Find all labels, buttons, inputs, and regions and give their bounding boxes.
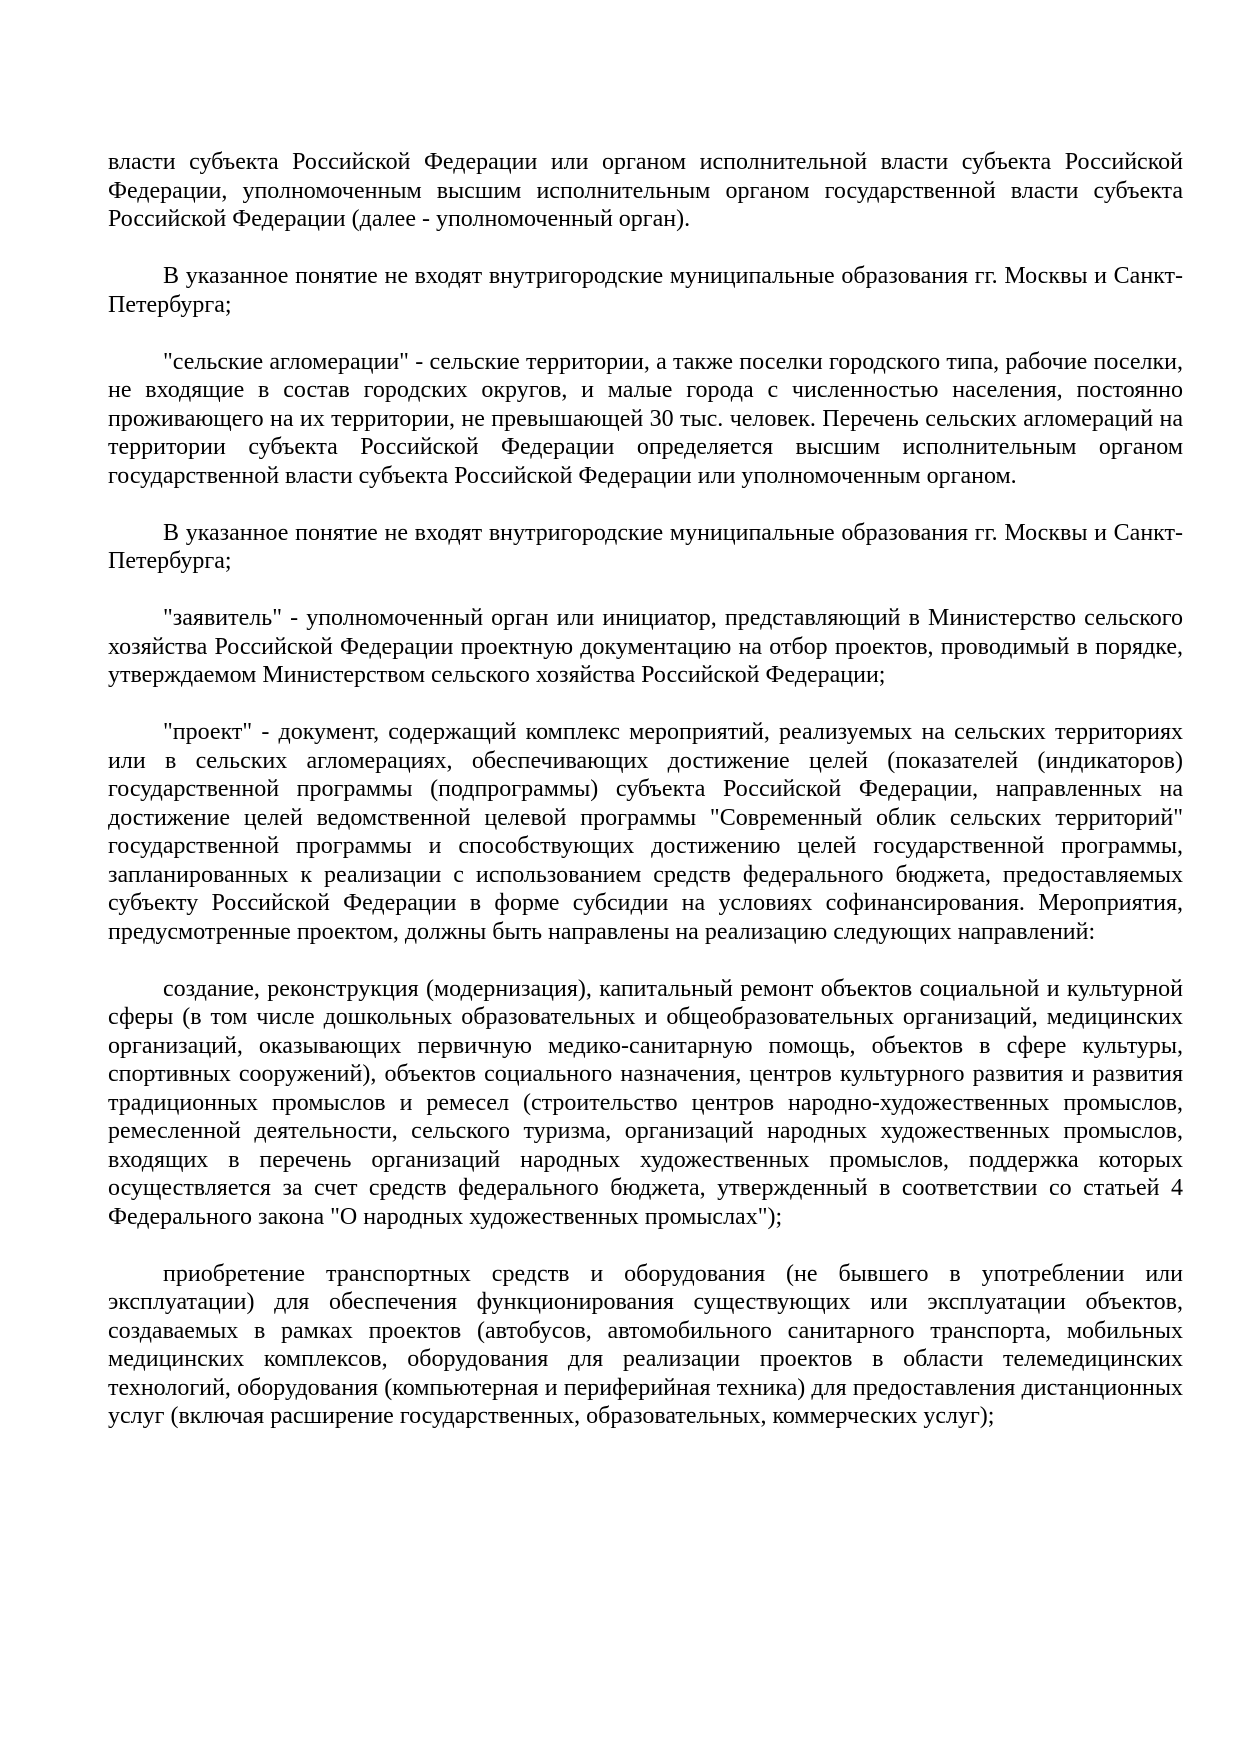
paragraph-direction-construction-social-objects: создание, реконструкция (модернизация), капитальный ремонт объектов социальной и культурной сферы (в том числе дошкольных образовательных и общеобразовательных организаций, медицинских организаций, оказывающих первичную медико-санитарную помощь, объектов в сфере культуры, спортивных сооружений), объектов социального назначения, центров культурного развития и развития традиционных промыслов и ремесел (строительство центров народно-художественных промыслов, ремесленной деятельности, сельского туризма, организаций народных художественных промыслов, входящих в перечень организаций народных художественных промыслов, поддержка которых осуществляется за счет средств федерального бюджета, утвержденный в соответствии со статьей 4 Федерального закона "О народных художественных промыслах"); <box>108 975 1183 1230</box>
paragraph-authority-definition: власти субъекта Российской Федерации или органом исполнительной власти субъекта Российской Федерации, уполномоченным высшим исполнительным органом государственной власти субъекта Российской Федерации (далее - уполномоченный орган). <box>108 149 1183 232</box>
paragraph-direction-transport-equipment: приобретение транспортных средств и оборудования (не бывшего в употреблении или эксплуатации) для обеспечения функционирования существующих или эксплуатации объектов, создаваемых в рамках проектов (автобусов, автомобильного санитарного транспорта, мобильных медицинских комплексов, оборудования для реализации проектов в области телемедицинских технологий, оборудования (компьютерная и периферийная техника) для предоставления дистанционных услуг (включая расширение государственных, образовательных, коммерческих услуг); <box>108 1260 1183 1429</box>
paragraph-applicant-definition: "заявитель" - уполномоченный орган или инициатор, представляющий в Министерство сельского хозяйства Российской Федерации проектную документацию на отбор проектов, проводимый в порядке, утверждаемом Министерством сельского хозяйства Российской Федерации; <box>108 605 1183 688</box>
paragraph-exclusion-moscow-spb-2: В указанное понятие не входят внутригородские муниципальные образования гг. Москвы и Санкт-Петербурга; <box>108 519 1183 574</box>
paragraph-exclusion-moscow-spb-1: В указанное понятие не входят внутригородские муниципальные образования гг. Москвы и Санкт-Петербурга; <box>108 263 1183 318</box>
paragraph-project-definition: "проект" - документ, содержащий комплекс мероприятий, реализуемых на сельских территориях или в сельских агломерациях, обеспечивающих достижение целей (показателей (индикаторов) государственной программы (подпрограммы) субъекта Российской Федерации, направленных на достижение целей ведомственной целевой программы "Современный облик сельских территорий" государственной программы и способствующих достижению целей государственной программы, запланированных к реализации с использованием средств федерального бюджета, предоставляемых субъекту Российской Федерации в форме субсидии на условиях софинансирования. Мероприятия, предусмотренные проектом, должны быть направлены на реализацию следующих направлений: <box>108 719 1183 945</box>
paragraph-rural-agglomerations-definition: "сельские агломерации" - сельские территории, а также поселки городского типа, рабочие поселки, не входящие в состав городских округов, и малые города с численностью населения, постоянно проживающего на их территории, не превышающей 30 тыс. человек. Перечень сельских агломераций на территории субъекта Российской Федерации определяется высшим исполнительным органом государственной власти субъекта Российской Федерации или уполномоченным органом. <box>108 348 1183 489</box>
